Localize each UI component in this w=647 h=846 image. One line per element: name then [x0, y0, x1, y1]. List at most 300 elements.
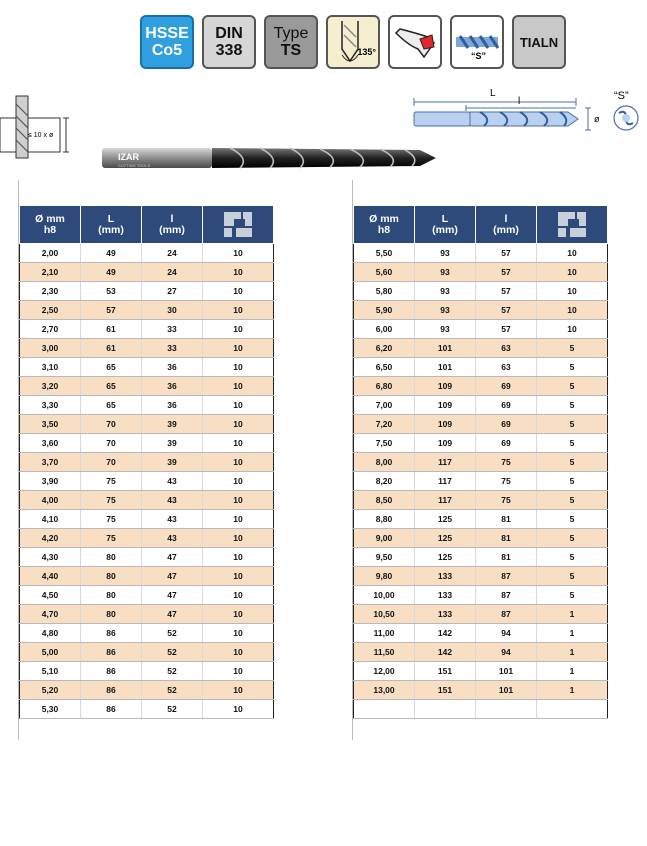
diameter-cell: 5,60 — [354, 263, 415, 282]
flute-length-cell: 36 — [142, 377, 203, 396]
table-row — [20, 282, 274, 301]
type-line1: Type — [273, 25, 309, 42]
overall-length-cell: 70 — [81, 453, 142, 472]
diameter-cell: 3,90 — [20, 472, 81, 491]
table-row — [20, 700, 274, 719]
flute-length-cell: 57 — [476, 301, 537, 320]
flute-length-cell: 57 — [476, 263, 537, 282]
overall-length-cell: 49 — [81, 244, 142, 263]
table-row — [20, 643, 274, 662]
table-row — [20, 586, 274, 605]
table-header-row — [354, 206, 608, 244]
flute-length-cell: 69 — [476, 396, 537, 415]
table-row — [20, 605, 274, 624]
drill-product-image — [100, 140, 440, 176]
overall-length-cell: 75 — [81, 510, 142, 529]
overall-length-header — [81, 206, 142, 244]
table-row — [20, 301, 274, 320]
package-qty-cell: 5 — [537, 567, 608, 586]
table-row — [20, 377, 274, 396]
diameter-cell: 4,40 — [20, 567, 81, 586]
overall-length-cell: 142 — [415, 624, 476, 643]
overall-length-cell: 80 — [81, 567, 142, 586]
overall-length-cell: 75 — [81, 529, 142, 548]
l-header-line1: l — [170, 212, 174, 225]
flute-length-cell: 24 — [142, 244, 203, 263]
package-qty-header — [203, 206, 274, 244]
package-qty-cell: 5 — [537, 377, 608, 396]
L-header-line2: (mm) — [98, 223, 124, 236]
overall-length-cell: 109 — [415, 415, 476, 434]
table-row — [354, 605, 608, 624]
package-qty-cell: 1 — [537, 662, 608, 681]
diameter-cell: 4,50 — [20, 586, 81, 605]
overall-length-cell: 70 — [81, 415, 142, 434]
depth-diagram — [0, 90, 90, 170]
diameter-cell: 7,00 — [354, 396, 415, 415]
l-header-line2: (mm) — [159, 223, 185, 236]
flute-length-cell — [476, 700, 537, 719]
diameter-cell: 13,00 — [354, 681, 415, 700]
diameter-cell: 7,20 — [354, 415, 415, 434]
diameter-cell: 9,00 — [354, 529, 415, 548]
point-angle-badge — [326, 15, 380, 69]
L-header-line1: L — [441, 212, 449, 225]
type-line2: TS — [280, 42, 302, 59]
diameter-cell: 5,80 — [354, 282, 415, 301]
material-line2: Co5 — [151, 42, 183, 59]
l-header-line2: (mm) — [493, 223, 519, 236]
table-row — [354, 244, 608, 263]
flute-length-cell: 39 — [142, 434, 203, 453]
package-qty-cell: 10 — [203, 244, 274, 263]
package-qty-cell: 10 — [203, 681, 274, 700]
flute-length-cell: 81 — [476, 510, 537, 529]
overall-length-cell: 80 — [81, 605, 142, 624]
package-qty-cell: 10 — [203, 662, 274, 681]
diameter-cell: 6,00 — [354, 320, 415, 339]
diameter-cell: 2,30 — [20, 282, 81, 301]
table-row — [20, 415, 274, 434]
overall-length-cell: 57 — [81, 301, 142, 320]
overall-length-cell: 86 — [81, 700, 142, 719]
table-row — [20, 548, 274, 567]
table-row — [354, 396, 608, 415]
overall-length-cell: 93 — [415, 263, 476, 282]
table-row — [354, 548, 608, 567]
package-icon — [555, 206, 589, 240]
brand-logo: IZAR — [118, 152, 139, 162]
diameter-cell: 8,00 — [354, 453, 415, 472]
overall-length-cell: 86 — [81, 643, 142, 662]
diameter-cell: 9,50 — [354, 548, 415, 567]
overall-length-cell: 101 — [415, 339, 476, 358]
package-qty-cell: 10 — [203, 453, 274, 472]
package-qty-cell: 10 — [203, 434, 274, 453]
flute-length-cell: 52 — [142, 700, 203, 719]
package-qty-cell: 5 — [537, 472, 608, 491]
flute-length-cell: 52 — [142, 624, 203, 643]
flute-length-cell: 81 — [476, 529, 537, 548]
diameter-cell: 11,50 — [354, 643, 415, 662]
flute-badge — [450, 15, 504, 69]
diameter-header — [354, 206, 415, 244]
diameter-cell: 3,50 — [20, 415, 81, 434]
flute-length-cell: 52 — [142, 643, 203, 662]
overall-length-cell: 53 — [81, 282, 142, 301]
flute-length-cell: 75 — [476, 491, 537, 510]
flute-length-cell: 94 — [476, 643, 537, 662]
package-qty-cell: 10 — [537, 263, 608, 282]
material-badge — [140, 15, 194, 69]
table-row — [20, 434, 274, 453]
overall-length-cell: 109 — [415, 434, 476, 453]
flute-length-cell: 30 — [142, 301, 203, 320]
package-qty-cell: 10 — [203, 415, 274, 434]
table-row — [354, 434, 608, 453]
flute-length-cell: 33 — [142, 339, 203, 358]
table-row — [354, 472, 608, 491]
overall-length-cell: 133 — [415, 567, 476, 586]
table-row — [20, 624, 274, 643]
diameter-cell: 3,30 — [20, 396, 81, 415]
package-qty-cell: 10 — [537, 301, 608, 320]
overall-length-cell: 133 — [415, 586, 476, 605]
package-qty-cell: 5 — [537, 434, 608, 453]
table-row — [20, 339, 274, 358]
diameter-cell: 2,00 — [20, 244, 81, 263]
overall-length-cell: 61 — [81, 339, 142, 358]
package-qty-cell: 10 — [537, 320, 608, 339]
diameter-header-line2: h8 — [43, 223, 57, 236]
flute-length-cell: 57 — [476, 320, 537, 339]
overall-length-cell: 142 — [415, 643, 476, 662]
overall-length-cell: 117 — [415, 472, 476, 491]
flute-length-cell: 57 — [476, 282, 537, 301]
flute-length-header — [142, 206, 203, 244]
package-qty-cell: 10 — [203, 529, 274, 548]
package-qty-cell: 10 — [537, 244, 608, 263]
package-qty-cell: 10 — [203, 700, 274, 719]
table-row — [20, 358, 274, 377]
diameter-cell: 3,70 — [20, 453, 81, 472]
diameter-cell: 2,70 — [20, 320, 81, 339]
overall-length-cell: 109 — [415, 377, 476, 396]
overall-length-cell: 75 — [81, 472, 142, 491]
overall-length-cell: 125 — [415, 510, 476, 529]
type-badge — [264, 15, 318, 69]
table-row — [354, 320, 608, 339]
table-row — [354, 567, 608, 586]
table-row — [354, 643, 608, 662]
flute-length-cell: 101 — [476, 681, 537, 700]
overall-length-cell: 65 — [81, 396, 142, 415]
diameter-cell: 12,00 — [354, 662, 415, 681]
package-qty-cell: 5 — [537, 491, 608, 510]
package-qty-cell: 10 — [203, 263, 274, 282]
diameter-cell: 4,30 — [20, 548, 81, 567]
flute-length-cell: 39 — [142, 415, 203, 434]
standard-line2: 338 — [215, 42, 243, 59]
package-qty-cell: 10 — [203, 586, 274, 605]
split-point-icon — [390, 17, 440, 67]
table-row — [354, 700, 608, 719]
overall-length-cell: 151 — [415, 662, 476, 681]
package-qty-cell: 1 — [537, 624, 608, 643]
flute-length-cell: 81 — [476, 548, 537, 567]
table-row — [354, 681, 608, 700]
diameter-cell: 8,50 — [354, 491, 415, 510]
package-qty-cell: 10 — [203, 491, 274, 510]
flute-length-cell: 63 — [476, 358, 537, 377]
overall-length-cell: 93 — [415, 244, 476, 263]
angle-label: 135° — [357, 47, 376, 57]
overall-length-cell: 86 — [81, 624, 142, 643]
material-line1: HSSE — [145, 25, 189, 42]
package-qty-cell: 10 — [203, 339, 274, 358]
flute-length-cell: 47 — [142, 567, 203, 586]
table-row — [20, 567, 274, 586]
overall-length-cell: 80 — [81, 586, 142, 605]
flute-length-header — [476, 206, 537, 244]
overall-length-cell: 125 — [415, 529, 476, 548]
diameter-cell: 5,50 — [354, 244, 415, 263]
table-row — [20, 263, 274, 282]
diameter-cell: 6,50 — [354, 358, 415, 377]
overall-length-cell: 117 — [415, 453, 476, 472]
package-qty-cell: 10 — [537, 282, 608, 301]
table-row — [20, 510, 274, 529]
flute-length-cell: 43 — [142, 529, 203, 548]
table-row — [20, 662, 274, 681]
flute-length-cell: 39 — [142, 453, 203, 472]
table-row — [354, 282, 608, 301]
diameter-cell — [354, 700, 415, 719]
package-qty-cell: 10 — [203, 301, 274, 320]
diameter-header-line1: Ø mm — [35, 212, 65, 225]
overall-length-cell: 117 — [415, 491, 476, 510]
flute-length-cell: 63 — [476, 339, 537, 358]
overall-length-header — [415, 206, 476, 244]
package-qty-cell: 10 — [203, 377, 274, 396]
package-qty-cell: 5 — [537, 548, 608, 567]
diameter-cell: 11,00 — [354, 624, 415, 643]
overall-length-cell: 86 — [81, 662, 142, 681]
dimension-table-left — [19, 205, 274, 719]
diameter-cell: 3,60 — [20, 434, 81, 453]
package-qty-cell: 5 — [537, 510, 608, 529]
package-qty-header — [537, 206, 608, 244]
table-row — [354, 377, 608, 396]
table-row — [20, 453, 274, 472]
coating-badge — [512, 15, 566, 69]
table-row — [20, 320, 274, 339]
diameter-header — [20, 206, 81, 244]
overall-length-cell — [415, 700, 476, 719]
diameter-cell: 4,00 — [20, 491, 81, 510]
table-row — [354, 586, 608, 605]
table-row — [354, 662, 608, 681]
package-qty-cell: 5 — [537, 358, 608, 377]
diameter-cell: 5,00 — [20, 643, 81, 662]
package-qty-cell: 10 — [203, 396, 274, 415]
diameter-cell: 5,30 — [20, 700, 81, 719]
overall-length-cell: 101 — [415, 358, 476, 377]
package-qty-cell: 5 — [537, 453, 608, 472]
flute-length-cell: 75 — [476, 472, 537, 491]
overall-length-cell: 61 — [81, 320, 142, 339]
table-row — [20, 529, 274, 548]
diameter-cell: 6,80 — [354, 377, 415, 396]
diameter-cell: 4,70 — [20, 605, 81, 624]
overall-length-cell: 133 — [415, 605, 476, 624]
package-qty-cell: 10 — [203, 643, 274, 662]
flute-length-cell: 52 — [142, 662, 203, 681]
package-qty-cell: 10 — [203, 510, 274, 529]
flute-length-cell: 69 — [476, 415, 537, 434]
flute-length-cell: 47 — [142, 605, 203, 624]
package-qty-cell — [537, 700, 608, 719]
diameter-cell: 3,00 — [20, 339, 81, 358]
dimension-table-right — [353, 205, 608, 719]
L-header-line1: L — [107, 212, 115, 225]
overall-length-cell: 93 — [415, 301, 476, 320]
table-row — [20, 396, 274, 415]
diameter-cell: 8,80 — [354, 510, 415, 529]
diameter-cell: 8,20 — [354, 472, 415, 491]
package-qty-cell: 10 — [203, 472, 274, 491]
table-row — [20, 472, 274, 491]
flute-length-cell: 75 — [476, 453, 537, 472]
diameter-cell: 2,50 — [20, 301, 81, 320]
overall-length-cell: 109 — [415, 396, 476, 415]
flute-length-cell: 43 — [142, 491, 203, 510]
overall-length-cell: 93 — [415, 282, 476, 301]
package-qty-cell: 10 — [203, 358, 274, 377]
s-profile-label: “S” — [614, 90, 629, 102]
package-qty-cell: 10 — [203, 567, 274, 586]
flute-length-cell: 87 — [476, 586, 537, 605]
overall-length-cell: 93 — [415, 320, 476, 339]
package-qty-cell: 5 — [537, 415, 608, 434]
tip-badge — [388, 15, 442, 69]
package-qty-cell: 5 — [537, 586, 608, 605]
table-row — [354, 358, 608, 377]
overall-length-cell: 125 — [415, 548, 476, 567]
table-row — [354, 301, 608, 320]
feature-badges — [140, 15, 566, 69]
package-qty-cell: 10 — [203, 605, 274, 624]
table-row — [354, 529, 608, 548]
package-qty-cell: 10 — [203, 282, 274, 301]
dimension-diagram — [410, 88, 610, 138]
table-row — [354, 263, 608, 282]
diameter-cell: 10,50 — [354, 605, 415, 624]
coating-label: TIALN — [519, 34, 559, 50]
diameter-cell: 9,80 — [354, 567, 415, 586]
diameter-cell: 4,20 — [20, 529, 81, 548]
diameter-cell: 5,10 — [20, 662, 81, 681]
package-qty-cell: 5 — [537, 396, 608, 415]
diameter-header-line1: Ø mm — [369, 212, 399, 225]
diameter-cell: 2,10 — [20, 263, 81, 282]
diameter-cell: 5,90 — [354, 301, 415, 320]
table-row — [20, 681, 274, 700]
flute-length-cell: 94 — [476, 624, 537, 643]
flute-length-cell: 36 — [142, 396, 203, 415]
diameter-cell: 6,20 — [354, 339, 415, 358]
overall-length-cell: 70 — [81, 434, 142, 453]
table-row — [354, 491, 608, 510]
table-header-row — [20, 206, 274, 244]
package-qty-cell: 1 — [537, 605, 608, 624]
package-qty-cell: 10 — [203, 548, 274, 567]
standard-badge — [202, 15, 256, 69]
overall-length-cell: 151 — [415, 681, 476, 700]
package-qty-cell: 5 — [537, 529, 608, 548]
package-qty-cell: 5 — [537, 339, 608, 358]
diameter-cell: 10,00 — [354, 586, 415, 605]
overall-length-cell: 75 — [81, 491, 142, 510]
L-header-line2: (mm) — [432, 223, 458, 236]
diameter-cell: 3,10 — [20, 358, 81, 377]
diameter-cell: 3,20 — [20, 377, 81, 396]
flute-length-cell: 43 — [142, 472, 203, 491]
overall-length-cell: 80 — [81, 548, 142, 567]
depth-label: ≤ 10 x ø — [28, 132, 54, 139]
diameter-label: ø — [594, 114, 600, 124]
diameter-cell: 5,20 — [20, 681, 81, 700]
flute-length-cell: 69 — [476, 377, 537, 396]
flute-length-cell: 47 — [142, 548, 203, 567]
flute-length-cell: 87 — [476, 567, 537, 586]
flute-length-cell: 69 — [476, 434, 537, 453]
overall-length-cell: 49 — [81, 263, 142, 282]
flute-length-cell: 52 — [142, 681, 203, 700]
flute-label: “S” — [471, 51, 487, 61]
flute-length-cell: 27 — [142, 282, 203, 301]
table-row — [20, 491, 274, 510]
flute-length-cell: 57 — [476, 244, 537, 263]
flute-length-cell: 47 — [142, 586, 203, 605]
table-row — [354, 415, 608, 434]
package-qty-cell: 1 — [537, 681, 608, 700]
diameter-cell: 7,50 — [354, 434, 415, 453]
flute-length-cell: 101 — [476, 662, 537, 681]
overall-length-cell: 65 — [81, 358, 142, 377]
table-row — [354, 510, 608, 529]
table-row — [20, 244, 274, 263]
standard-line1: DIN — [215, 25, 243, 42]
package-qty-cell: 10 — [203, 624, 274, 643]
diameter-header-line2: h8 — [377, 223, 391, 236]
overall-length-cell: 86 — [81, 681, 142, 700]
package-qty-cell: 1 — [537, 643, 608, 662]
cross-section-icon — [612, 104, 640, 132]
diameter-cell: 4,10 — [20, 510, 81, 529]
table-row — [354, 339, 608, 358]
diameter-cell: 4,80 — [20, 624, 81, 643]
flute-length-cell: 33 — [142, 320, 203, 339]
package-qty-cell: 10 — [203, 320, 274, 339]
table-row — [354, 453, 608, 472]
flute-length-label: l — [518, 96, 521, 107]
brand-subtitle: CUTTING TOOLS — [118, 163, 151, 168]
flute-length-cell: 36 — [142, 358, 203, 377]
overall-length-cell: 65 — [81, 377, 142, 396]
flute-length-cell: 87 — [476, 605, 537, 624]
package-icon — [221, 206, 255, 240]
